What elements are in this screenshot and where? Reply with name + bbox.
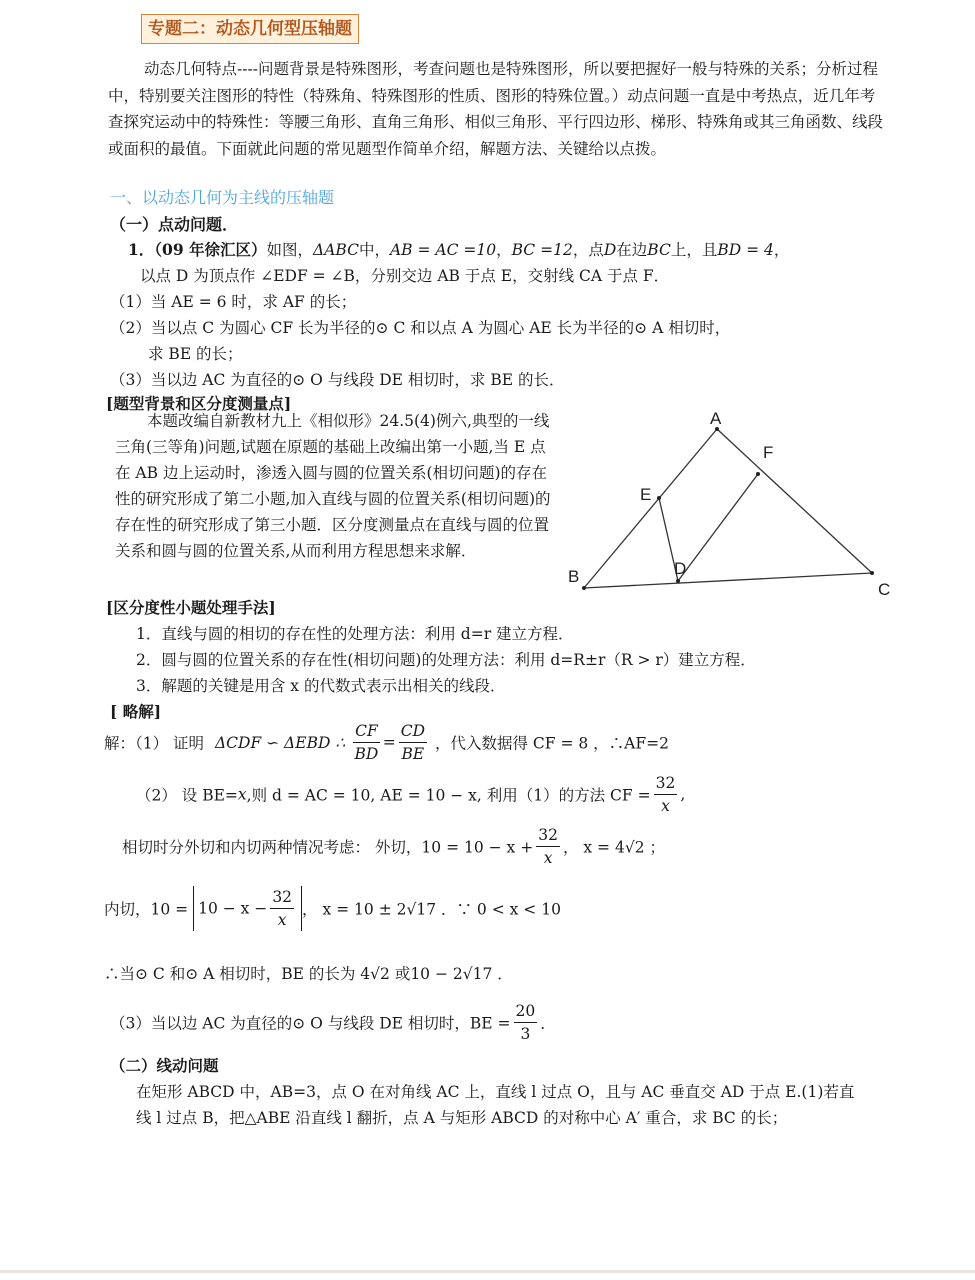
fraction-cf-bd	[353, 720, 380, 765]
label-c: C	[878, 580, 891, 599]
page-bottom-edge	[0, 1270, 975, 1273]
q1-text-g: ，点	[572, 241, 604, 259]
line-question-2: 线 l 过点 B，把△ABE 沿直线 l 翻折，点 A 与矩形 ABCD 的对称中心 A′ 重合，求 BC 的长；	[136, 1109, 788, 1127]
frac-den: x	[277, 911, 287, 929]
sol2c-prefix: 内切，10 =	[104, 900, 189, 919]
side-ac	[717, 429, 872, 573]
q1-bc-2: BC	[647, 241, 671, 259]
fraction-cd-be	[399, 720, 427, 765]
frac-num: 32	[536, 824, 560, 847]
sol1-tail: ，代入数据得 CF = 8 ，∴AF=2	[434, 734, 669, 753]
question-1-label: 1．（09 年徐汇区）	[128, 240, 267, 259]
frac-den: BD	[354, 745, 379, 763]
absolute-value	[193, 886, 302, 931]
method-heading: [区分度性小题处理手法]	[106, 598, 276, 617]
q1-triangle: ΔABC	[313, 241, 359, 259]
sol3-tail: ．	[540, 1014, 556, 1033]
frac-num: CD	[399, 720, 427, 743]
q1-bc: BC =12	[511, 241, 573, 259]
section-heading-1: 一、以动态几何为主线的压轴题	[110, 188, 335, 207]
frac-num: 32	[654, 772, 678, 795]
question-1-part-2b: 求 BE 的长；	[148, 345, 243, 363]
segment-df	[678, 474, 758, 581]
fraction-32-x	[536, 824, 560, 869]
frac-num: 20	[514, 1000, 538, 1023]
intro-paragraph: 动态几何特点----问题背景是特殊图形，考查问题也是特殊图形，所以要把握好一般与特殊的关系；分析过程中，特别要关注图形的特性（特殊角、特殊图形的性质、图形的特殊位置。）动点问题一直是中考热点，近几年考查探究运动中的特殊性：等腰三角形、直角三角形、相似三角形、平行四边形、梯形、特殊角或其三角函数、线段或面积的最值。下面就此问题的常见题型作简单介绍，解题方法、关键给以点拨。	[108, 60, 884, 158]
solution-part-3	[110, 1000, 556, 1045]
sol2b-prefix: 相切时分外切和内切两种情况考虑： 外切，10 = 10 − x +	[122, 838, 534, 857]
subsection-point-motion: （一）点动问题．	[110, 215, 239, 234]
sol2-tail: ,	[680, 785, 686, 804]
question-1-part-1: （1）当 AE = 6 时，求 AF 的长；	[110, 293, 357, 311]
label-b: B	[568, 567, 580, 586]
frac-den: x	[661, 797, 670, 815]
q1-text-c: 中，	[358, 241, 390, 259]
q1-bd: BD = 4	[717, 241, 774, 259]
solution-part-2d: ∴当⊙ C 和⊙ A 相切时，BE 的长为 4√2 或10 − 2√17 ．	[104, 965, 513, 983]
sol2c-inner: 10 − x −	[198, 899, 268, 918]
sol1-similar: ΔCDF ∽ ΔEBD ∴	[214, 733, 346, 752]
side-bc	[584, 573, 872, 588]
sol3-prefix: （3）当以边 AC 为直径的⊙ O 与线段 DE 相切时，BE =	[110, 1014, 511, 1033]
q1-text-k: 上，且	[670, 241, 718, 259]
q1-text-m: ，	[773, 241, 790, 259]
q1-text-a: 如图，	[266, 241, 314, 259]
sol1-eq: =	[382, 733, 396, 752]
fraction-20-3	[514, 1000, 538, 1045]
solution-part-1	[104, 720, 669, 765]
sol2c-tail: ， x = 10 ± 2√17 ．∵ 0 < x < 10	[302, 900, 561, 919]
fraction-32-x	[654, 772, 678, 817]
method-2: 2．圆与圆的位置关系的存在性(相切问题)的处理方法：利用 d=R±r（R > r）建立方程．	[136, 651, 756, 669]
document-title: 专题二：动态几何型压轴题	[141, 14, 359, 44]
fraction-32-x	[270, 886, 294, 931]
sol2b-tail: ， x = 4√2 ；	[562, 838, 665, 857]
question-1-line-1	[128, 238, 789, 260]
background-heading: [题型背景和区分度测量点]	[106, 394, 292, 413]
sol1-prefix: 解：（1） 证明	[104, 734, 205, 753]
solution-part-2	[136, 772, 685, 817]
question-1-part-3: （3）当以边 AC 为直径的⊙ O 与线段 DE 相切时，求 BE 的长．	[110, 371, 565, 389]
solution-part-2c	[104, 886, 561, 931]
method-3: 3．解题的关键是用含 x 的代数式表示出相关的线段．	[136, 677, 506, 695]
subsection-line-motion: （二）线动问题	[110, 1056, 219, 1075]
sol2-mid: ,则 d = AC = 10, AE = 10 − x, 利用（1）的方法 CF =	[246, 786, 651, 805]
q1-d: D	[603, 241, 617, 259]
question-1-line-2: 以点 D 为顶点作 ∠EDF = ∠B，分别交边 AB 于点 E，交射线 CA 于点 F．	[140, 267, 670, 285]
frac-den: BE	[401, 745, 425, 763]
triangle-figure	[560, 400, 900, 605]
label-d: D	[674, 559, 687, 578]
sol2-prefix: （2） 设 BE=	[136, 786, 238, 805]
q1-ab-ac: AB = AC =10	[389, 241, 497, 259]
solution-heading: [ 略解]	[110, 702, 162, 721]
solution-part-2b	[122, 824, 665, 869]
frac-den: 3	[520, 1025, 531, 1043]
side-ab	[584, 429, 717, 588]
label-a: A	[710, 409, 722, 428]
sol2-x: x	[237, 785, 247, 804]
frac-num: CF	[353, 720, 380, 743]
frac-num: 32	[270, 886, 294, 909]
q1-text-e: ，	[496, 241, 512, 259]
frac-den: x	[543, 849, 553, 867]
background-text: 本题改编自新教材九上《相似形》24.5(4)例六,典型的一线三角(三等角)问题,试题在原题的基础上改编出第一小题,当 E 点在 AB 边上运动时，渗透入圆与圆的位置关系(相切问题)的存在性的研究形成了第二小题,加入直线与圆的位置关系(相切问题)的存在性的研究形成了第三小题．区分度测量点在直线与圆的位置关系和圆与圆的位置关系,从而利用方程思想来求解．	[115, 412, 551, 560]
label-e: E	[640, 485, 652, 504]
method-1: 1．直线与圆的相切的存在性的处理方法：利用 d=r 建立方程．	[136, 625, 574, 643]
question-1-part-2a: （2）当以点 C 为圆心 CF 长为半径的⊙ C 和以点 A 为圆心 AE 长为半径的⊙ A 相切时，	[110, 319, 731, 337]
line-question-1: 在矩形 ABCD 中，AB=3，点 O 在对角线 AC 上，直线 l 过点 O，且与 AC 垂直交 AD 于点 E.(1)若直	[136, 1083, 855, 1101]
q1-text-i: 在边	[616, 241, 648, 259]
label-f: F	[763, 443, 774, 462]
